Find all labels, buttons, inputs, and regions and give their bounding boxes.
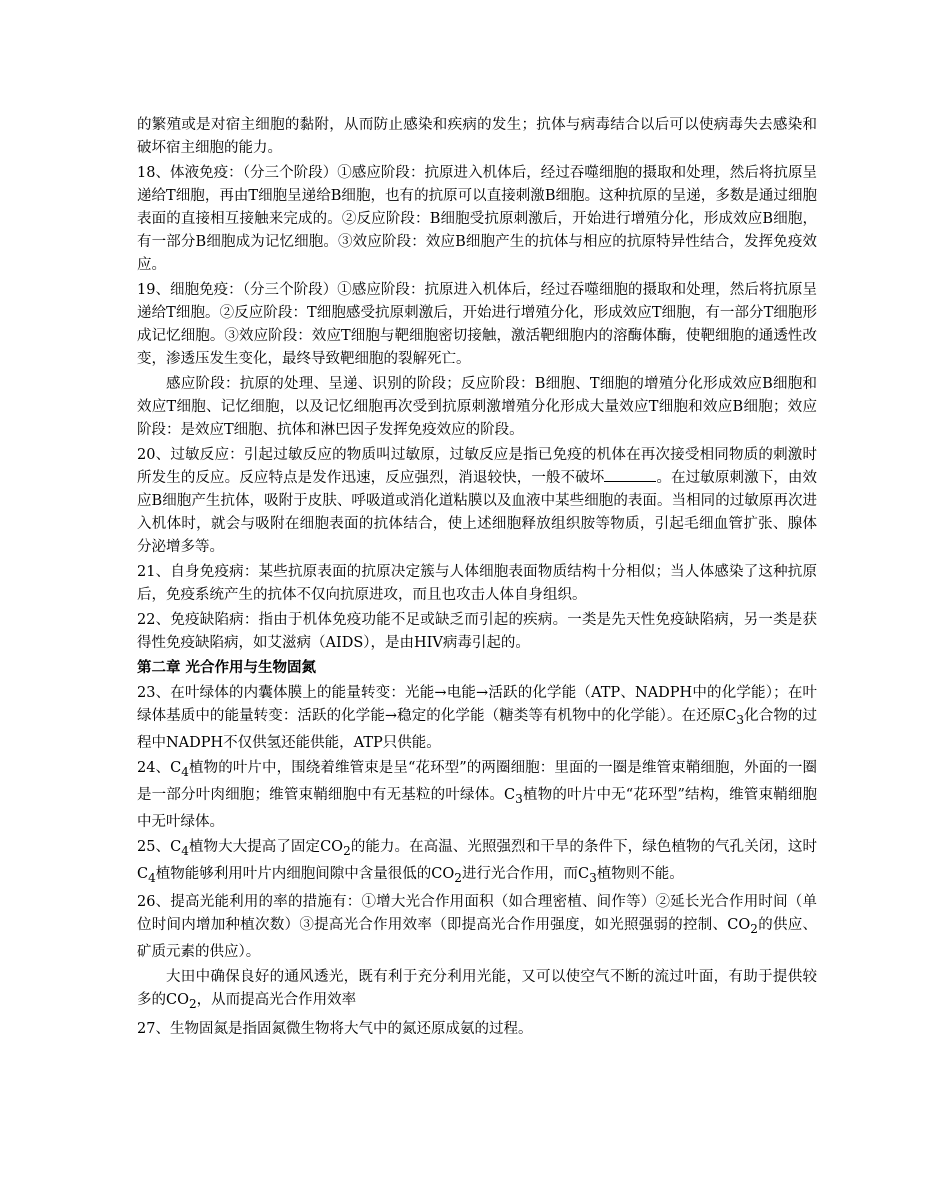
paragraph-19-cellular-immunity <box>137 279 817 371</box>
subscript: 2 <box>188 997 197 1012</box>
paragraph-25-c4-co2 <box>137 836 817 890</box>
paragraph-27-nitrogen-fixation <box>137 1018 817 1041</box>
text: 植物的叶片中，围绕着维管束是呈“花环型”的两圈细胞：里面的一圈是维管束鞘细胞，外面的一圈是一部分叶肉细胞；维管束鞘细胞中有无基粒的叶绿体。C <box>137 759 818 803</box>
subscript: 3 <box>515 791 523 806</box>
subscript: 2 <box>343 843 351 858</box>
text: 21、自身免疫病：某些抗原表面的抗原决定簇与人体细胞表面物质结构十分相似；当人体感染了这种抗原后，免疫系统产生的抗体不仅向抗原进攻，而且也攻击人体自身组织。 <box>137 564 817 603</box>
text: 植物则不能。 <box>596 865 684 882</box>
text: 大田中确保良好的通风透光，既有利于充分利用光能，又可以使空气不断的流过叶面，有助于提供较多的CO <box>137 969 817 1009</box>
fill-in-blank <box>604 467 656 482</box>
text: 23、在叶绿体的内囊体膜上的能量转变：光能→电能→活跃的化学能（ATP、NADPH中的化学能）；在叶绿体基质中的能量转变：活跃的化学能→稳定的化学能（糖类等有机物中的化学能）。在还原C <box>137 685 817 724</box>
paragraph-18-humoral-immunity <box>137 162 817 277</box>
text: 27、生物固氮是指固氮微生物将大气中的氮还原成氨的过程。 <box>137 1021 533 1038</box>
text: 的供应、矿质元素的供应）。 <box>137 917 817 961</box>
text: 18、体液免疫：（分三个阶段）①感应阶段：抗原进入机体后，经过吞噬细胞的摄取和处理，然后将抗原呈递给T细胞，再由T细胞呈递给B细胞，也有的抗原可以直接刺激B细胞。这种抗原的呈递，多数是通过细胞表面的直接相互接触来完成的。②反应阶段：B细胞受抗原刺激后，开始进行增殖分化，形成效应B细胞，有一部分B细胞成为记忆细胞。③效应阶段：效应B细胞产生的抗体与相应的抗原特异性结合，发挥免疫效应。 <box>137 165 817 273</box>
paragraph-23-energy-conversion <box>137 682 817 755</box>
paragraph-22-immunodeficiency <box>137 609 817 655</box>
text: 24、C <box>137 759 182 776</box>
subscript: 2 <box>750 922 758 937</box>
paragraph-19-stages-summary <box>137 373 817 442</box>
text: ，从而提高光合作用效率 <box>196 992 357 1009</box>
text: 19、细胞免疫：（分三个阶段）①感应阶段：抗原进入机体后，经过吞噬细胞的摄取和处理，然后将抗原呈递给T细胞。②反应阶段：T细胞感受抗原刺激后，开始进行增殖分化，形成效应T细胞，有一部分T细胞形成记忆细胞。③效应阶段：效应T细胞与靶细胞密切接触，激活靶细胞内的溶酶体酶，使靶细胞的通透性改变，渗透压发生变化，最终导致靶细胞的裂解死亡。 <box>137 282 817 367</box>
paragraph-21-autoimmune <box>137 561 817 607</box>
text: 。在过敏原刺激下，由效应B细胞产生抗体，吸附于皮肤、呼吸道或消化道粘膜以及血液中某些细胞的表面。当相同的过敏原再次进入机体时，就会与吸附在细胞表面的抗体结合，使上述细胞释放组织胺等物质，引起毛细血管扩张、腺体分泌增多等。 <box>137 470 818 555</box>
text: 植物的叶片中无“花环型”结构，维管束鞘细胞中无叶绿体。 <box>137 786 817 830</box>
subscript: 4 <box>148 870 156 885</box>
subscript: 3 <box>589 870 597 885</box>
text: 26、提高光能利用的率的措施有：①增大光合作用面积（如合理密植、间作等）②延长光合作用时间（单位时间内增加种植次数）③提高光合作用效率（即提高光合作用强度，如光照强弱的控制、CO <box>137 894 817 934</box>
subscript: 3 <box>736 712 745 727</box>
text: 20、过敏反应：引起过敏反应的物质叫过敏原，过敏反应是指已免疫的机体在再次接受相同物质的刺激时所发生的反应。反应特点是发作迅速，反应强烈，消退较快，一般不破坏 <box>137 447 817 486</box>
subscript: 2 <box>454 870 462 885</box>
subscript: 4 <box>181 843 189 858</box>
text: 化合物的过程中NADPH不仅供氢还能供能，ATP只供能。 <box>137 708 817 751</box>
text: 进行光合作用，而C <box>461 865 590 882</box>
text: 的繁殖或是对宿主细胞的黏附，从而防止感染和疾病的发生；抗体与病毒结合以后可以使病毒失去感染和破坏宿主细胞的能力。 <box>137 117 817 156</box>
paragraph-20-allergy <box>137 444 817 559</box>
paragraph-24-c4-leaf <box>137 757 817 834</box>
text: 感应阶段：抗原的处理、呈递、识别的阶段；反应阶段：B细胞、T细胞的增殖分化形成效应B细胞和效应T细胞、记忆细胞，以及记忆细胞再次受到抗原刺激增殖分化形成大量效应T细胞和效应B细胞；效应阶段：是效应T细胞、抗体和淋巴因子发挥免疫效应的阶段。 <box>137 376 817 438</box>
paragraph-26-light-efficiency <box>137 891 817 964</box>
paragraph-continuation <box>137 114 817 160</box>
paragraph-26-field-ventilation <box>137 966 817 1016</box>
text: 22、免疫缺陷病：指由于机体免疫功能不足或缺乏而引起的疾病。一类是先天性免疫缺陷病，另一类是获得性免疫缺陷病，如艾滋病（AIDS），是由HIV病毒引起的。 <box>137 612 817 651</box>
text: 植物大大提高了固定CO <box>188 838 344 855</box>
text: 的能力。在高温、光照强烈和干旱的条件下，绿色植物的气孔关闭，这时C <box>137 838 817 882</box>
text: 植物能够利用叶片内细胞间隙中含量很低的CO <box>155 865 455 882</box>
document-page <box>137 114 817 1043</box>
subscript: 4 <box>181 764 189 779</box>
text: 25、C <box>137 838 182 855</box>
heading-text: 第二章 光合作用与生物固氮 <box>137 660 317 676</box>
chapter-heading <box>137 657 817 680</box>
